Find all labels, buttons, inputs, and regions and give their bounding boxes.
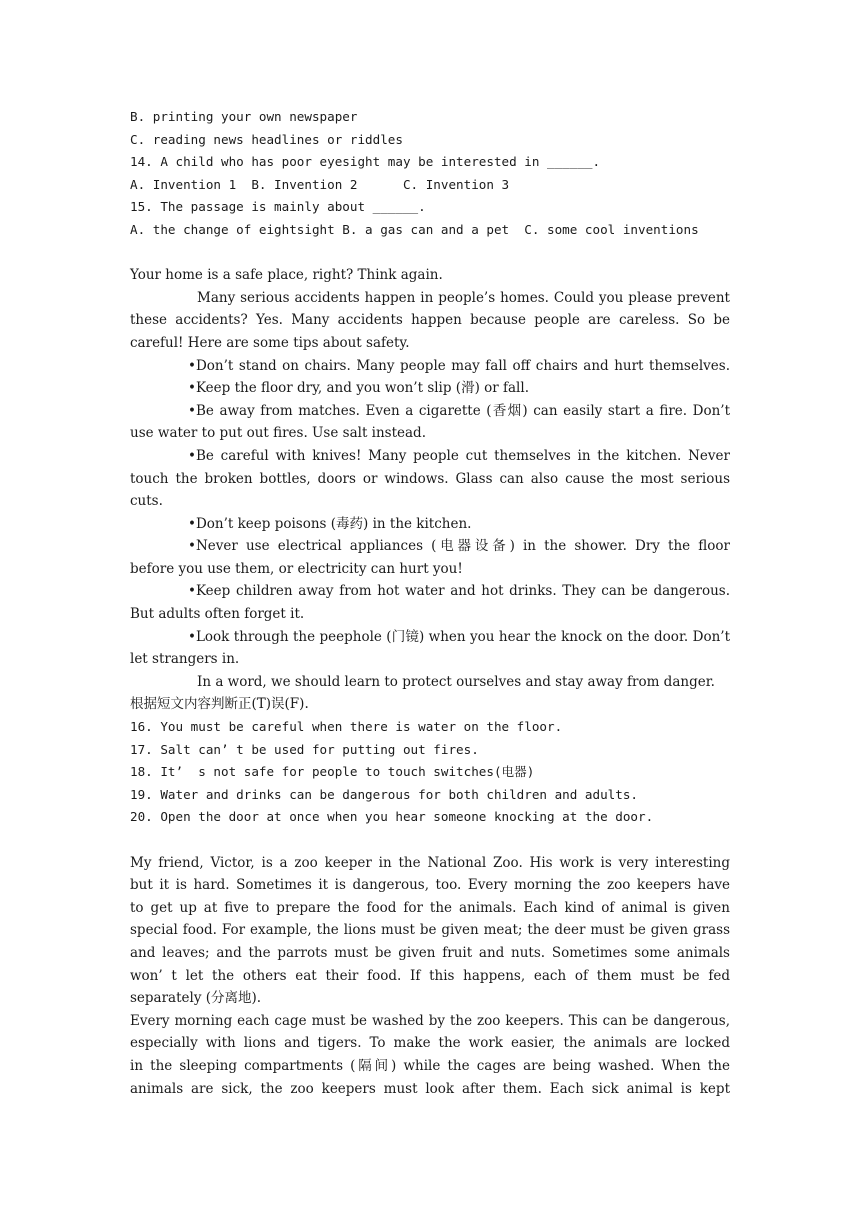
instruction-heading: 根据短文内容判断正(T)误(F). xyxy=(130,696,309,713)
question-20: 20. Open the door at once when you hear someone knocking at the door. xyxy=(130,809,654,825)
safety-tip: •Keep children away from hot water and hot drinks. They can be dangerous. xyxy=(188,583,730,600)
question-14: 14. A child who has poor eyesight may be interested in ______. xyxy=(130,154,601,170)
question-19: 19. Water and drinks can be dangerous for both children and adults. xyxy=(130,786,638,802)
safety-tip: •Don’t keep poisons (毒药) in the kitchen. xyxy=(188,515,472,532)
zoo-paragraph-line: in the sleeping compartments (隔间) while the cages are being washed. When the xyxy=(130,1057,730,1074)
question-15: 15. The passage is mainly about ______. xyxy=(130,199,426,215)
passage-paragraph-line: Many serious accidents happen in people’s homes. Could you please prevent xyxy=(197,289,730,306)
zoo-paragraph-line: especially with lions and tigers. To make the work easier, the animals are locked xyxy=(130,1035,730,1052)
document-page xyxy=(130,106,730,1100)
question-17: 17. Salt can’ t be used for putting out fires. xyxy=(130,741,479,757)
zoo-paragraph-line: special food. For example, the lions must be given meat; the deer must be given grass xyxy=(130,922,730,939)
safety-tip-continued: use water to put out fires. Use salt instead. xyxy=(130,425,426,442)
zoo-paragraph-line: but it is hard. Sometimes it is dangerous, too. Every morning the zoo keepers have xyxy=(130,877,730,894)
passage-paragraph-line: careful! Here are some tips about safety. xyxy=(130,334,410,351)
safety-tip-continued: let strangers in. xyxy=(130,651,240,668)
zoo-paragraph-line: to get up at five to prepare the food for the animals. Each kind of animal is given xyxy=(130,899,730,916)
zoo-paragraph-line: Every morning each cage must be washed by the zoo keepers. This can be dangerous, xyxy=(130,1012,730,1029)
safety-tip: •Be careful with knives! Many people cut themselves in the kitchen. Never xyxy=(188,447,730,464)
zoo-paragraph-line: won’ t let the others eat their food. If this happens, each of them must be fed xyxy=(130,967,730,984)
zoo-paragraph-line: My friend, Victor, is a zoo keeper in the National Zoo. His work is very interesting xyxy=(130,854,730,871)
safety-tip: •Keep the floor dry, and you won’t slip (滑) or fall. xyxy=(188,380,529,397)
option-line: C. reading news headlines or riddles xyxy=(130,131,403,147)
passage-paragraph-line: these accidents? Yes. Many accidents happen because people are careless. So be xyxy=(130,312,730,329)
zoo-paragraph-line: and leaves; and the parrots must be given fruit and nuts. Sometimes some animals xyxy=(130,944,730,961)
safety-tip: •Be away from matches. Even a cigarette (香烟) can easily start a fire. Don’t xyxy=(188,402,730,419)
zoo-paragraph-line: separately (分离地). xyxy=(130,990,262,1007)
option-line: B. printing your own newspaper xyxy=(130,109,358,124)
safety-tip-continued: But adults often forget it. xyxy=(130,606,305,623)
question-15-options: A. the change of eightsight B. a gas can and a pet C. some cool inventions xyxy=(130,221,699,237)
spacer xyxy=(130,829,730,852)
passage-intro: Your home is a safe place, right? Think again. xyxy=(130,267,443,284)
safety-tip: •Look through the peephole (门镜) when you hear the knock on the door. Don’t xyxy=(188,628,730,645)
passage-conclusion: In a word, we should learn to protect ourselves and stay away from danger. xyxy=(197,673,715,690)
question-14-options: A. Invention 1 B. Invention 2 C. Invention 3 xyxy=(130,176,510,192)
safety-tip-continued: cuts. xyxy=(130,493,163,510)
zoo-paragraph-line: animals are sick, the zoo keepers must look after them. Each sick animal is kept xyxy=(130,1080,730,1097)
question-18: 18. It’ s not safe for people to touch switches(电器) xyxy=(130,764,535,780)
spacer xyxy=(130,242,730,265)
question-16: 16. You must be careful when there is water on the floor. xyxy=(130,719,563,735)
safety-tip-continued: touch the broken bottles, doors or windows. Glass can also cause the most serious xyxy=(130,470,730,487)
safety-tip-continued: before you use them, or electricity can hurt you! xyxy=(130,560,463,577)
safety-tip: •Don’t stand on chairs. Many people may fall off chairs and hurt themselves. xyxy=(188,357,730,374)
safety-tip: •Never use electrical appliances (电器设备) in the shower. Dry the floor xyxy=(188,538,730,555)
